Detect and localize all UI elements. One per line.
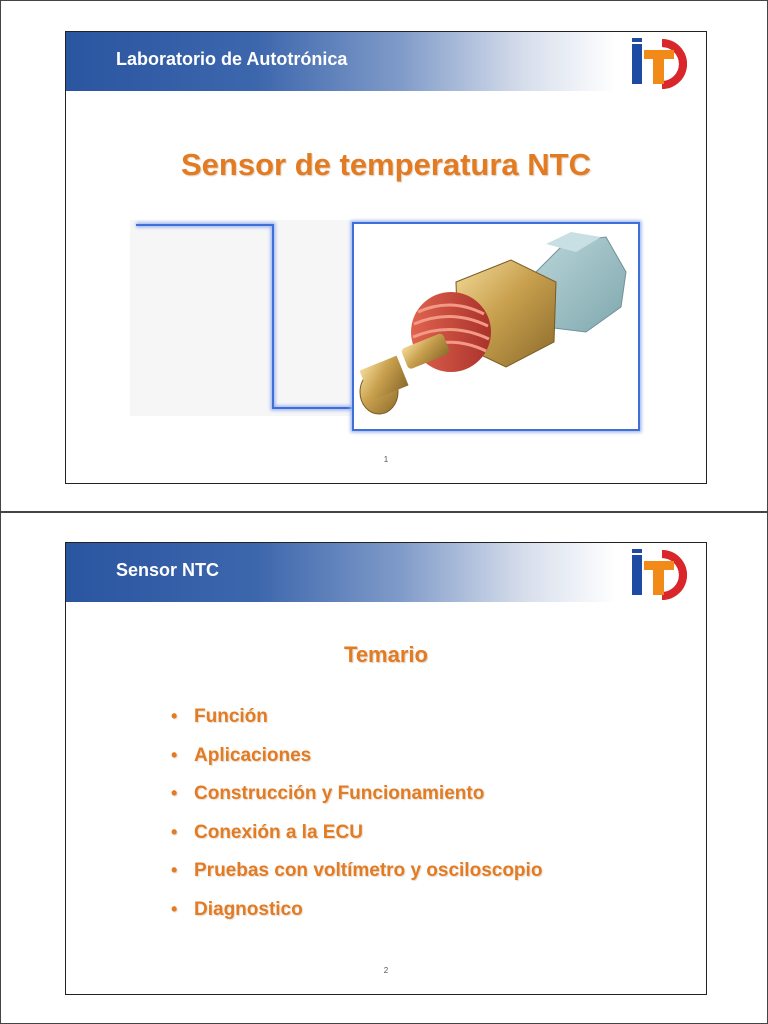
list-item-label: Diagnostico xyxy=(194,898,303,920)
slide-2 xyxy=(65,542,707,995)
list-item-label: Aplicaciones xyxy=(194,744,312,766)
list-item-label: Construcción y Funcionamiento xyxy=(194,783,485,804)
slide-title: Temario xyxy=(344,642,428,667)
slide-number: 1 xyxy=(383,455,389,464)
slide-number: 2 xyxy=(383,966,389,975)
header-title: Sensor NTC xyxy=(116,560,220,580)
list-item: • Conexión a la ECU xyxy=(171,821,363,843)
header-title: Laboratorio de Autotrónica xyxy=(116,49,348,69)
list-item: • Pruebas con voltímetro y osciloscopio xyxy=(171,860,543,881)
slide-1 xyxy=(65,31,707,484)
slide-title: Sensor de temperatura NTC xyxy=(181,147,591,182)
list-item: • Función xyxy=(171,706,268,727)
list-item: • Diagnostico xyxy=(171,898,303,920)
topic-list xyxy=(171,706,542,937)
slide-header xyxy=(66,543,706,602)
list-item-label: Función xyxy=(194,706,268,727)
list-item-label: Pruebas con voltímetro y osciloscopio xyxy=(194,860,543,881)
page-slide-2 xyxy=(0,512,768,1024)
sensor-illustration xyxy=(66,32,706,483)
institution-logo xyxy=(626,547,698,603)
list-item: • Aplicaciones xyxy=(171,744,312,766)
list-item-label: Conexión a la ECU xyxy=(194,821,363,843)
list-item: • Construcción y Funcionamiento xyxy=(171,783,485,804)
